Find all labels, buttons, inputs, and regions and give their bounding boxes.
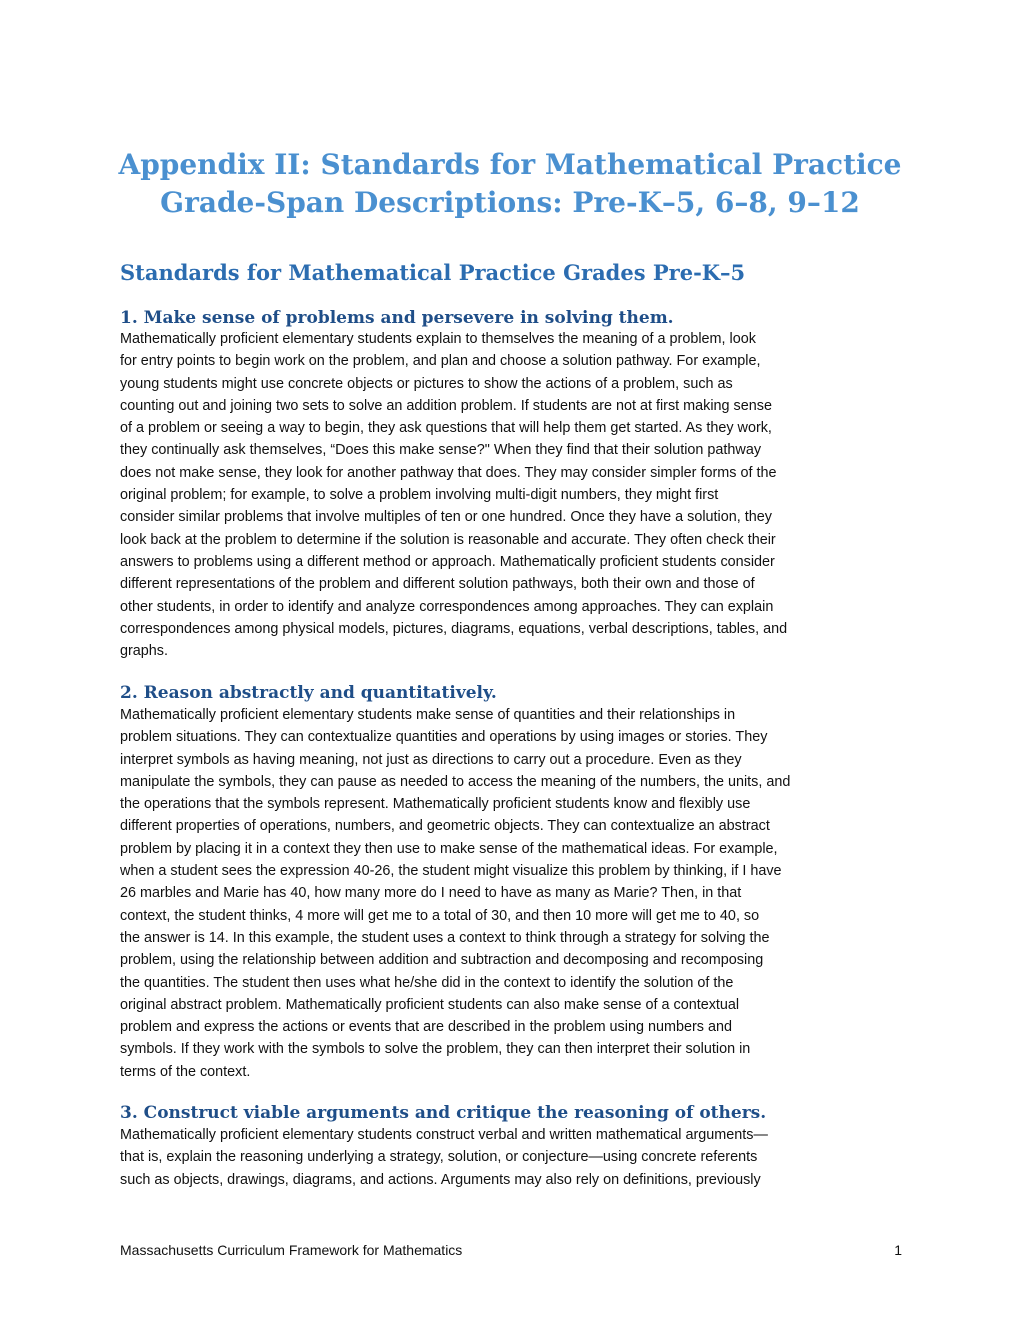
- text-line: interpret symbols as having meaning, not just as directions to carry out a procedure. Even as they: [120, 751, 742, 768]
- page-title-line-1: Appendix II: Standards for Mathematical Practice: [118, 148, 902, 181]
- text-line: answers to problems using a different method or approach. Mathematically proficient students consider: [120, 553, 775, 570]
- text-line: when a student sees the expression 40-26, the student might visualize this problem by thinking, if I have: [120, 863, 782, 880]
- text-line: they continually ask themselves, “Does this make sense?" When they find that their solution pathway: [120, 442, 762, 459]
- text-line: original abstract problem. Mathematically proficient students can also make sense of a contextual: [120, 996, 740, 1013]
- practice-3-text: [120, 1124, 910, 1191]
- text-line: 26 marbles and Marie has 40, how many more do I need to have as many as Marie? Then, in that: [120, 885, 742, 902]
- text-line: that is, explain the reasoning underlying a strategy, solution, or conjecture—using concrete referents: [120, 1149, 758, 1166]
- text-line: the answer is 14. In this example, the student uses a context to think through a strategy for solving the: [120, 929, 770, 946]
- text-line: problem situations. They can contextualize quantities and operations by using images or stories. They: [120, 729, 768, 746]
- text-line: different properties of operations, numbers, and geometric objects. They can contextualize an abstract: [120, 818, 770, 835]
- text-line: young students might use concrete objects or pictures to show the actions of a problem, such as: [120, 375, 733, 392]
- text-line: terms of the context.: [120, 1063, 251, 1080]
- text-line: consider similar problems that involve multiples of ten or one hundred. Once they have a solution, they: [120, 509, 772, 526]
- footer-document-title: Massachusetts Curriculum Framework for Mathematics: [120, 1242, 463, 1258]
- text-line: other students, in order to identify and analyze correspondences among approaches. They can explain: [120, 598, 774, 615]
- text-line: of a problem or seeing a way to begin, they ask questions that will help them get started. As they work,: [120, 420, 772, 437]
- text-line: context, the student thinks, 4 more will get me to a total of 30, and then 10 more will get me to 40, so: [120, 907, 760, 924]
- text-line: different representations of the problem and different solution pathways, both their own and those of: [120, 576, 755, 593]
- practice-1-heading: 1. Make sense of problems and persevere in solving them.: [120, 308, 674, 328]
- text-line: problem, using the relationship between addition and subtraction and decomposing and recomposing: [120, 952, 764, 969]
- text-line: original problem; for example, to solve a problem involving multi-digit numbers, they might first: [120, 487, 719, 504]
- footer-page-number: 1: [894, 1242, 902, 1258]
- text-line: does not make sense, they look for another pathway that does. They may consider simpler forms of the: [120, 464, 777, 481]
- text-line: look back at the problem to determine if the solution is reasonable and accurate. They often check their: [120, 531, 776, 548]
- text-line: Mathematically proficient elementary students construct verbal and written mathematical arguments—: [120, 1127, 768, 1143]
- practice-2-heading: 2. Reason abstractly and quantitatively.: [120, 683, 497, 703]
- text-line: counting out and joining two sets to solve an addition problem. If students are not at first making sense: [120, 397, 772, 414]
- practice-2-text: [120, 704, 910, 1083]
- text-line: problem by placing it in a context they then use to make sense of the mathematical ideas. For example,: [120, 840, 778, 857]
- page-title: [100, 146, 920, 222]
- text-line: problem and express the actions or events that are described in the problem using numbers and: [120, 1019, 732, 1036]
- text-line: Mathematically proficient elementary students explain to themselves the meaning of a problem, look: [120, 331, 756, 347]
- text-line: for entry points to begin work on the problem, and plan and choose a solution pathway. For example,: [120, 353, 761, 370]
- text-line: such as objects, drawings, diagrams, and actions. Arguments may also rely on definitions, previously: [120, 1171, 761, 1188]
- text-line: Mathematically proficient elementary students make sense of quantities and their relationships in: [120, 707, 736, 723]
- practice-3-heading: 3. Construct viable arguments and critique the reasoning of others.: [120, 1103, 767, 1123]
- text-line: graphs.: [120, 643, 168, 660]
- page-title-line-2: Grade-Span Descriptions: Pre-K–5, 6–8, 9–12: [160, 186, 860, 219]
- section-heading: Standards for Mathematical Practice Grades Pre-K–5: [120, 260, 746, 285]
- text-line: the operations that the symbols represent. Mathematically proficient students know and flexibly use: [120, 796, 751, 813]
- text-line: the quantities. The student then uses what he/she did in the context to identify the solution of the: [120, 974, 734, 991]
- text-line: symbols. If they work with the symbols to solve the problem, they can then interpret their solution in: [120, 1041, 751, 1058]
- text-line: manipulate the symbols, they can pause as needed to access the meaning of the numbers, the units, and: [120, 773, 791, 790]
- practice-1-text: [120, 328, 910, 662]
- text-line: correspondences among physical models, pictures, diagrams, equations, verbal descriptions, tables, and: [120, 620, 788, 637]
